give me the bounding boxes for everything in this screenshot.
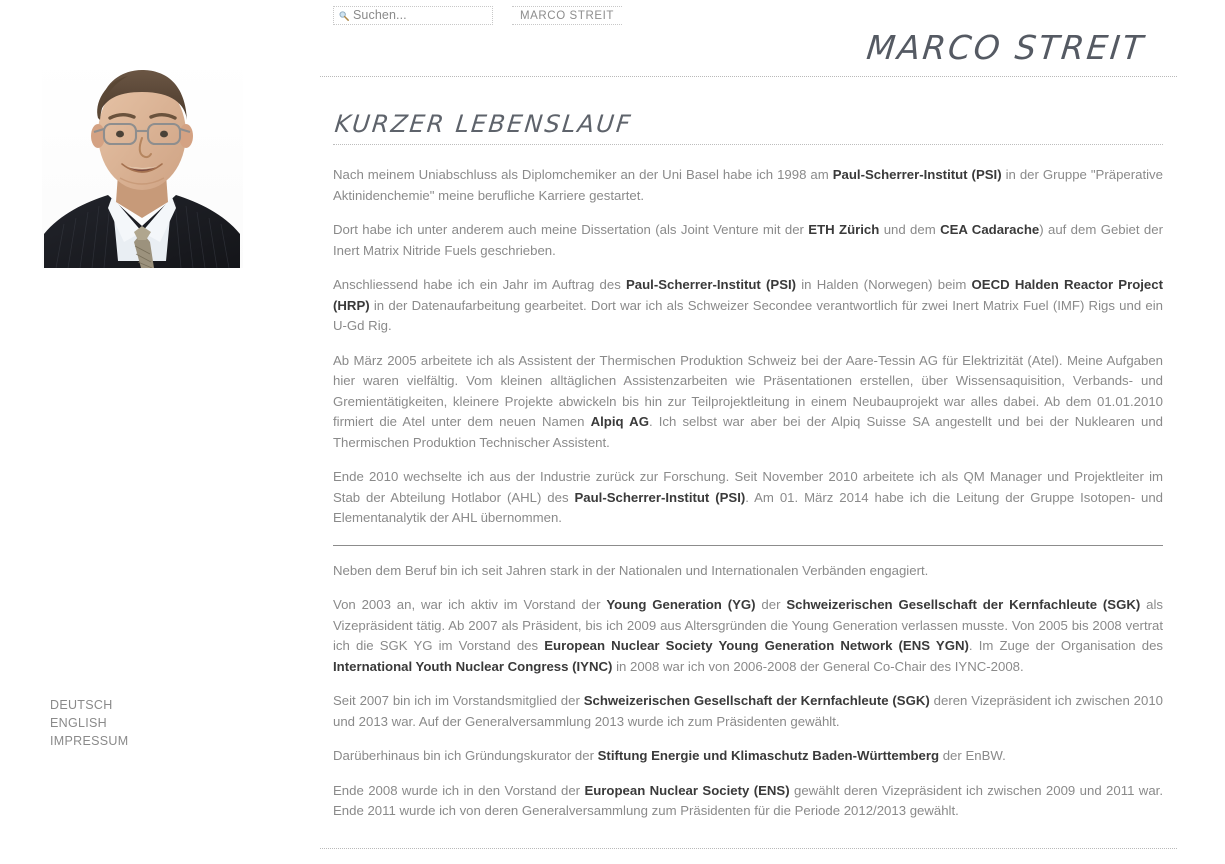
paragraph-text: Ende 2010 wechselte ich aus der Industrie zurück zur Forschung. Seit November 2010 arbeitete ich als QM Manager und Projektleiter im Stab der Abteilung Hotlabor (AHL) des	[333, 469, 1163, 505]
search-input[interactable]	[333, 6, 493, 25]
inline-link[interactable]: Alpiq AG	[590, 414, 649, 429]
paragraph-text: Ende 2008 wurde ich in den Vorstand der	[333, 782, 585, 798]
paragraph-text: in 2008 war ich von 2006-2008 der General Co-Chair des IYNC-2008.	[612, 658, 1024, 674]
cv-bottom-paragraph	[333, 746, 1163, 767]
paragraph-text: in Halden (Norwegen) beim	[796, 277, 972, 292]
cv-top-paragraph	[333, 467, 1163, 529]
paragraph-text: gewählt deren Vizepräsident ich zwischen 2009 und 2011 war. Ende 2011 wurde ich von deren Generalversammlung zum Präsidenten für die Periode 2012/2013 gewählt.	[333, 782, 1163, 818]
paragraph-text: Neben dem Beruf bin ich seit Jahren stark in der Nationalen und Internationalen Verbänden engagiert.	[333, 562, 929, 578]
cv-bottom-paragraph	[333, 781, 1163, 822]
sidebar-item-impressum[interactable]	[50, 732, 270, 750]
paragraph-text: . Im Zuge der Organisation des	[968, 638, 1163, 653]
paragraph-text: Ab März 2005 arbeitete ich als Assistent der Thermischen Produktion Schweiz bei der Aare-Tessin AG für Elektrizität (Atel). Meine Aufgaben hier waren vielfältig. Vom kleinen alltäglichen Assistenzarbeiten wie Präsentationen erstellen, über Wissensaquisition, Verbands- und Gremientätigkeiten, kleinere Projekte abwickeln bis hin zur Teilprojektleitung in einem Neubauprojekt war alles dabei. Ab dem 01.01.2010 firmiert die Atel unter dem neuen Namen	[333, 352, 1163, 429]
portrait-photo-graphic	[42, 56, 243, 268]
inline-link[interactable]: Paul-Scherrer-Institut (PSI)	[574, 489, 746, 505]
paragraph-text: in der Datenaufarbeitung gearbeitet. Dort war ich als Schweizer Secondee verantwortlich für zwei Inert Matrix Fuel (IMF) Rigs und ein U-Gd Rig.	[333, 297, 1163, 333]
cv-top-paragraph	[333, 220, 1163, 261]
paragraph-text: Von 2003 an, war ich aktiv im Vorstand der	[333, 597, 607, 612]
cv-bottom-section	[333, 561, 1163, 822]
inline-link[interactable]: Schweizerischen Gesellschaft der Kernfachleute (SGK)	[583, 693, 930, 708]
paragraph-text: deren Vizepräsident ich zwischen 2010 und 2013 war. Auf der Generalversammlung 2013 wurde ich zum Präsidenten gewählt.	[333, 693, 1163, 729]
cv-bottom-paragraph	[333, 691, 1163, 732]
paragraph-text: in der Gruppe "Präperative Aktinidenchemie" meine berufliche Karriere gestartet.	[333, 167, 1163, 203]
paragraph-text: Anschliessend habe ich ein Jahr im Auftrag des	[333, 277, 626, 292]
paragraph-text: . Ich selbst war aber bei der Alpiq Suisse SA angestellt und bei der Nuklearen und Thermischen Produktion Technischer Assistent.	[333, 414, 1163, 450]
main-content	[320, 28, 1177, 849]
paragraph-text: der EnBW.	[939, 748, 1006, 763]
paragraph-text: als Vizepräsident tätig. Ab 2007 als Präsident, bis ich 2009 aus Altersgründen die Young Generation verlassen musste. Von 2005 bis 2008 vertrat ich die SGK YG im Vorstand des	[333, 597, 1163, 653]
cv-top-paragraph	[333, 351, 1163, 454]
paragraph-text: Nach meinem Uniabschluss als Diplomchemiker an der Uni Basel habe ich 1998 am	[333, 167, 833, 182]
sidebar-menu	[50, 696, 270, 750]
cv-bottom-paragraph	[333, 561, 1163, 582]
page-title: KURZER LEBENSLAUF	[333, 110, 634, 138]
cv-top-section	[333, 165, 1163, 529]
sidebar-item-label: IMPRESSUM	[50, 734, 129, 748]
inline-link[interactable]: OECD Halden Reactor Project (HRP)	[333, 277, 1163, 313]
inline-link[interactable]: European Nuclear Society (ENS)	[584, 782, 790, 798]
cv-bottom-paragraph	[333, 595, 1163, 677]
inline-link[interactable]: ETH Zürich	[808, 222, 880, 237]
paragraph-text: der	[755, 597, 787, 612]
inline-link[interactable]: European Nuclear Society Young Generation Network (ENS YGN)	[544, 638, 969, 653]
inline-link[interactable]: Paul-Scherrer-Institut (PSI)	[832, 167, 1002, 182]
cv-top-paragraph	[333, 275, 1163, 337]
inline-link[interactable]: CEA Cadarache	[940, 222, 1040, 237]
sidebar-item-label: DEUTSCH	[50, 698, 113, 712]
paragraph-text: und dem	[879, 222, 941, 237]
inline-link[interactable]: Schweizerischen Gesellschaft der Kernfachleute (SGK)	[786, 597, 1141, 612]
header-divider	[320, 76, 1177, 77]
cv-top-paragraph	[333, 165, 1163, 206]
inline-link[interactable]: International Youth Nuclear Congress (IYNC)	[333, 658, 613, 674]
page-title-underline	[333, 144, 1163, 145]
search-placeholder-text: Suchen...	[353, 8, 407, 22]
sidebar-item-deutsch[interactable]	[50, 696, 270, 714]
sidebar-item-label: ENGLISH	[50, 716, 107, 730]
nav-item-label: MARCO STREIT	[519, 9, 615, 22]
inline-link[interactable]: Young Generation (YG)	[606, 597, 756, 612]
paragraph-text: Seit 2007 bin ich im Vorstandsmitglied der	[333, 693, 584, 708]
inline-link[interactable]: Stiftung Energie und Klimaschutz Baden-Württemberg	[597, 748, 940, 763]
avatar	[42, 56, 243, 268]
site-title: MARCO STREIT	[864, 28, 1148, 67]
paragraph-text: . Am 01. März 2014 habe ich die Leitung der Gruppe Isotopen- und Elementanalytik der AHL übernommen.	[333, 489, 1164, 525]
section-separator	[333, 545, 1163, 546]
inline-link[interactable]: Paul-Scherrer-Institut (PSI)	[625, 277, 797, 292]
nav-item-marco-streit[interactable]	[512, 6, 622, 25]
paragraph-text: Dort habe ich unter anderem auch meine Dissertation (als Joint Venture mit der	[333, 222, 809, 237]
paragraph-text: Darüberhinaus bin ich Gründungskurator der	[333, 748, 598, 763]
paragraph-text: ) auf dem Gebiet der Inert Matrix Nitride Fuels geschrieben.	[333, 222, 1163, 258]
search-icon	[338, 10, 350, 22]
sidebar-item-english[interactable]	[50, 714, 270, 732]
footer-divider	[320, 848, 1177, 849]
